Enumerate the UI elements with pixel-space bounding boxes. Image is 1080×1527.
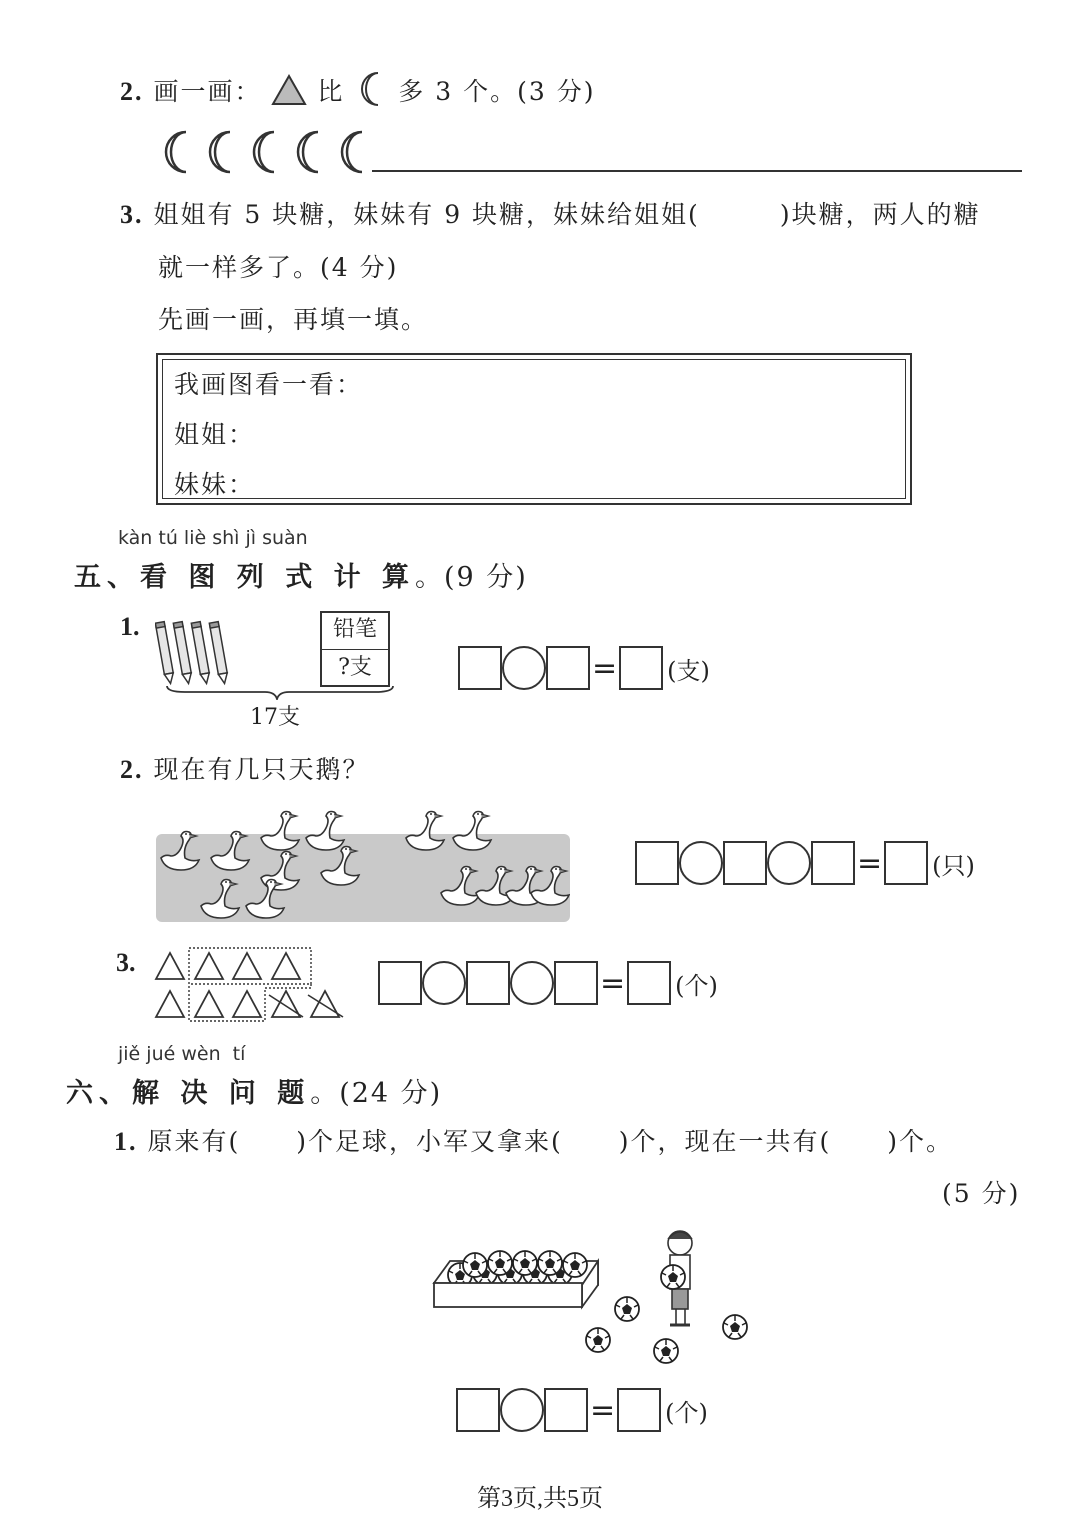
s6-q1-text-b: )个足球，小军又拿来( <box>296 1127 563 1156</box>
answer-box[interactable] <box>546 646 590 690</box>
drawing-box-sister-older: 姐姐： <box>174 420 256 449</box>
page-footer: 第3页,共5页 <box>477 1486 603 1512</box>
equals-sign: = <box>600 965 626 1001</box>
pencils-icon <box>155 620 245 690</box>
section6-score: 。(24 分) <box>310 1078 443 1109</box>
s5-q2-line <box>120 750 369 786</box>
unit-label: (只) <box>932 851 975 880</box>
q3-line3: 先画一画，再填一填。 <box>158 305 429 334</box>
q3-line2: 就一样多了。(4 分) <box>158 253 399 282</box>
triangles-image <box>153 945 348 1025</box>
answer-box[interactable] <box>619 646 663 690</box>
moon-row <box>158 128 378 180</box>
answer-box[interactable] <box>723 841 767 885</box>
section5-pinyin: kàn tú liè shì jì suàn <box>118 527 308 549</box>
pencil-table-head: 铅笔 <box>322 613 388 650</box>
operator-circle[interactable] <box>500 1388 544 1432</box>
section5-title: 五、看 图 列 式 计 算 <box>74 562 415 593</box>
equals-sign: = <box>857 845 883 881</box>
answer-box[interactable] <box>456 1388 500 1432</box>
s5-q1-equation <box>458 646 710 690</box>
q2-line <box>120 70 595 108</box>
q3-text-a: 姐姐有 5 块糖，妹妹有 9 块糖，妹妹给姐姐( <box>153 200 700 229</box>
soccer-image <box>430 1225 760 1375</box>
pencil-total: 17支 <box>250 705 300 730</box>
section6-pinyin: jiě jué wèn tí <box>118 1043 246 1065</box>
answer-box[interactable] <box>544 1388 588 1432</box>
s6-q1-text-c: )个，现在一共有( <box>618 1127 832 1156</box>
swans-image <box>156 800 570 925</box>
q2-mid: 比 <box>317 77 345 106</box>
equals-sign: = <box>592 650 618 686</box>
q3-text-b: )块糖，两人的糖 <box>779 200 981 229</box>
q2-answer-line[interactable] <box>372 170 1022 172</box>
s5-q2-text: 现在有几只天鹅？ <box>153 755 370 784</box>
drawing-box[interactable] <box>156 353 912 505</box>
moon-group-icon <box>158 128 378 176</box>
answer-box[interactable] <box>811 841 855 885</box>
equals-sign: = <box>590 1392 616 1428</box>
drawing-box-sister-younger: 妹妹： <box>174 470 256 499</box>
s5-q2-equation <box>635 841 975 885</box>
q3-line1 <box>120 195 981 231</box>
answer-box[interactable] <box>884 841 928 885</box>
pencil-table-value: ?支 <box>338 655 372 680</box>
answer-box[interactable] <box>627 961 671 1005</box>
pencil-table <box>320 611 390 687</box>
section6-title: 六、解 决 问 题 <box>66 1078 311 1109</box>
s6-q1-number: 1. <box>114 1127 138 1156</box>
answer-box[interactable] <box>635 841 679 885</box>
q2-suffix: 多 3 个。(3 分) <box>398 77 596 106</box>
q2-prefix: 画一画： <box>153 77 262 106</box>
operator-circle[interactable] <box>767 841 811 885</box>
s5-q3-equation <box>378 961 718 1005</box>
brace-icon <box>165 684 395 700</box>
answer-box[interactable] <box>466 961 510 1005</box>
answer-box[interactable] <box>554 961 598 1005</box>
unit-label: (支) <box>667 656 710 685</box>
answer-box[interactable] <box>378 961 422 1005</box>
s5-q3-number: 3. <box>116 948 136 977</box>
operator-circle[interactable] <box>679 841 723 885</box>
s5-q1-number: 1. <box>120 612 140 641</box>
section6-heading <box>66 1071 442 1110</box>
q2-number: 2. <box>120 77 144 106</box>
s6-q1-score: (5 分) <box>942 1179 1021 1208</box>
drawing-box-title: 我画图看一看： <box>174 370 364 399</box>
answer-box[interactable] <box>617 1388 661 1432</box>
answer-box[interactable] <box>458 646 502 690</box>
operator-circle[interactable] <box>422 961 466 1005</box>
operator-circle[interactable] <box>510 961 554 1005</box>
s6-q1-text-d: )个。 <box>887 1127 954 1156</box>
unit-label: (个) <box>675 971 718 1000</box>
triangle-icon <box>271 74 307 106</box>
section5-heading <box>74 555 528 594</box>
section5-score: 。(9 分) <box>415 562 528 593</box>
s6-q1-equation <box>456 1388 708 1432</box>
unit-label: (个) <box>665 1398 708 1427</box>
operator-circle[interactable] <box>502 646 546 690</box>
q3-number: 3. <box>120 200 144 229</box>
s6-q1-text-a: 原来有( <box>147 1127 241 1156</box>
s6-q1-line <box>114 1122 953 1158</box>
s5-q2-number: 2. <box>120 755 144 784</box>
moon-icon <box>354 70 388 108</box>
